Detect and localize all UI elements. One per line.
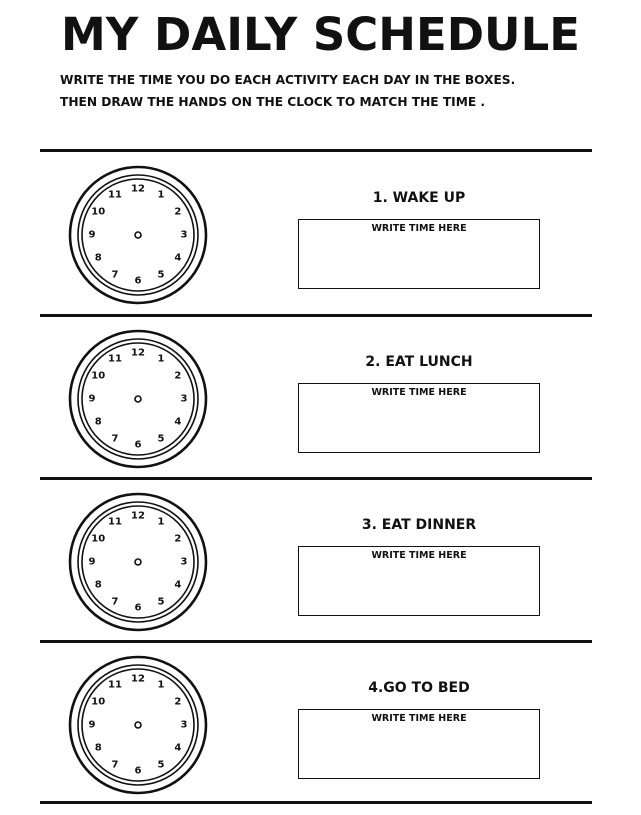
write-time-label: WRITE TIME HERE [371, 550, 467, 561]
write-time-label: WRITE TIME HERE [371, 713, 467, 724]
activity-row-1 [0, 152, 641, 315]
clock-number: 5 [157, 596, 165, 608]
clock-number: 7 [111, 759, 119, 771]
activity-label: 2. EAT LUNCH [365, 354, 473, 370]
write-time-box[interactable] [298, 546, 540, 616]
clock-number: 3 [180, 556, 188, 568]
clock-inner-ring [82, 669, 194, 781]
clock-number: 9 [88, 393, 96, 405]
clock-number: 12 [131, 347, 145, 359]
clock-center-dot [135, 559, 141, 565]
clock-number: 4 [174, 579, 182, 591]
clock-number: 2 [174, 533, 182, 545]
clock-number: 12 [131, 673, 145, 685]
clock-face-icon[interactable] [67, 164, 209, 306]
clock-number: 10 [91, 533, 106, 545]
clock-number: 8 [94, 742, 102, 754]
clock-number: 7 [111, 596, 119, 608]
clock-number: 7 [111, 269, 119, 281]
write-time-box[interactable] [298, 709, 540, 779]
clock-number: 1 [157, 679, 165, 691]
write-time-box[interactable] [298, 219, 540, 289]
clock-number: 6 [134, 765, 142, 777]
clock-number: 9 [88, 719, 96, 731]
clock-number: 2 [174, 370, 182, 382]
clock-number: 11 [108, 516, 122, 528]
instructions-line-2: THEN DRAW THE HANDS ON THE CLOCK TO MATCH THE TIME . [60, 95, 486, 109]
clock-number: 1 [157, 353, 165, 365]
clock-number: 4 [174, 416, 182, 428]
instructions-line-1: WRITE THE TIME YOU DO EACH ACTIVITY EACH DAY IN THE BOXES. [60, 73, 516, 87]
clock-number: 10 [91, 696, 106, 708]
clock-number: 12 [131, 510, 145, 522]
clock-number: 7 [111, 433, 119, 445]
clock-face-icon[interactable] [67, 654, 209, 796]
clock-face-icon[interactable] [67, 491, 209, 633]
page-title: MY DAILY SCHEDULE [60, 8, 581, 61]
clock-number: 11 [108, 189, 122, 201]
clock-number: 10 [91, 206, 106, 218]
write-time-box[interactable] [298, 383, 540, 453]
clock-number: 5 [157, 269, 165, 281]
clock-number: 6 [134, 275, 142, 287]
clock-number: 2 [174, 696, 182, 708]
divider-line [40, 801, 592, 804]
clock-number: 5 [157, 433, 165, 445]
clock-number: 3 [180, 719, 188, 731]
clock-center-dot [135, 232, 141, 238]
clock-inner-ring [82, 506, 194, 618]
clock-center-dot [135, 396, 141, 402]
clock-number: 6 [134, 439, 142, 451]
clock-number: 1 [157, 516, 165, 528]
activity-label: 1. WAKE UP [372, 190, 466, 206]
clock-face-icon[interactable] [67, 328, 209, 470]
activity-row-2 [0, 316, 641, 479]
activity-row-4 [0, 642, 641, 805]
clock-center-dot [135, 722, 141, 728]
clock-number: 12 [131, 183, 145, 195]
clock-number: 4 [174, 742, 182, 754]
clock-number: 11 [108, 679, 122, 691]
clock-number: 8 [94, 579, 102, 591]
write-time-label: WRITE TIME HERE [371, 223, 467, 234]
activity-row-3 [0, 479, 641, 642]
clock-number: 9 [88, 556, 96, 568]
activity-label: 4.GO TO BED [368, 680, 470, 696]
clock-number: 8 [94, 252, 102, 264]
clock-number: 2 [174, 206, 182, 218]
clock-number: 4 [174, 252, 182, 264]
clock-number: 1 [157, 189, 165, 201]
clock-number: 9 [88, 229, 96, 241]
clock-number: 5 [157, 759, 165, 771]
clock-number: 8 [94, 416, 102, 428]
clock-inner-ring [82, 343, 194, 455]
clock-number: 10 [91, 370, 106, 382]
clock-inner-ring [82, 179, 194, 291]
clock-number: 6 [134, 602, 142, 614]
activity-label: 3. EAT DINNER [361, 517, 477, 533]
clock-number: 11 [108, 353, 122, 365]
clock-number: 3 [180, 393, 188, 405]
write-time-label: WRITE TIME HERE [371, 387, 467, 398]
clock-number: 3 [180, 229, 188, 241]
